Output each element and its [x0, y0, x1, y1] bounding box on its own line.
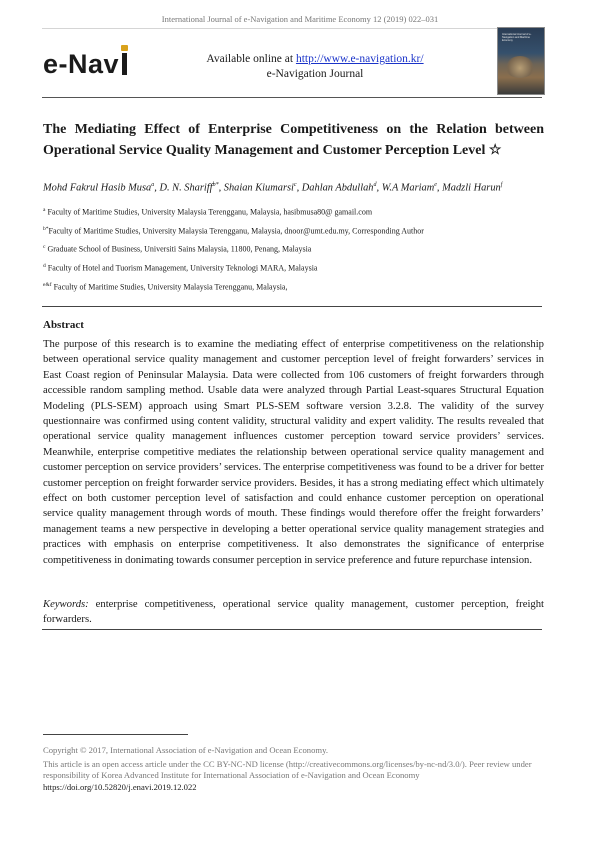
affiliation-list: [43, 205, 548, 298]
header-divider: [42, 97, 542, 98]
affiliation-item: [43, 205, 548, 224]
affiliation-item: [43, 224, 548, 243]
availability-notice: [150, 52, 480, 82]
keywords-label: Keywords:: [43, 599, 89, 610]
affiliation-mark: c: [43, 244, 46, 251]
affiliation-text: Faculty of Hotel and Tuorism Management, University Teknologi MARA, Malaysia: [45, 263, 318, 273]
affiliation-item: [43, 261, 548, 280]
logo-i-mark: [122, 53, 127, 75]
logo-text: e-Nav: [43, 49, 120, 79]
affiliation-text: Faculty of Maritime Studies, University Malaysia Terengganu, Malaysia, hasibmusa80@ gamail.com: [45, 207, 373, 217]
cover-photo: [505, 56, 535, 78]
author-separator: ,: [218, 182, 224, 194]
copyright-notice: Copyright © 2017, International Association of e-Navigation and Ocean Economy.: [43, 745, 328, 755]
affiliation-text: Graduate School of Business, Universiti Sains Malaysia, 11800, Penang, Malaysia: [45, 245, 312, 255]
paper-title-text: The Mediating Effect of Enterprise Competitiveness on the Relation between Operational Service Quality Management and Customer Perception Level: [43, 122, 544, 158]
affiliation-mark: a: [43, 207, 46, 213]
author-affiliation-mark: f: [500, 182, 503, 188]
author-separator: ,: [436, 182, 443, 194]
abstract-body: The purpose of this research is to examine the mediating effect of enterprise competitiveness on the relationship between operational service quality management and customer perception level of freight forwarders’ services in East Coast region of Peninsular Malaysia. Data were collected from 106 customers of freight forwarders through accessible random sampling method. Usable data were analyzed through Partial Least-squares Structural Equation Modeling (PLS-SEM) approach using Smart PLS-SEM software version 3.2.8. The validity of the survey questionnaire was confirmed using content validity, structural validity and expert validity. The results revealed that operational service quality management influences customer perception toward service providers’ services. Meanwhile, enterprise competitive mediates the relationship between operational service quality management and customer perception on service providers’ services. The enterprise competitiveness was found to be a driver for better customer perception on freight forwarder service providers. Besides, it has a strong mediating effect which ultimately effect on both customer perception level of satisfaction and could enhance customer perception on operational service quality management through words of mouth. These findings would therefore offer the freight forwarders’ management teams a new perspective in developing a better operational service quality management strategies and practices with emphasis on enterprise competitiveness. It also demonstrates the significance of enterprise competitiveness in donimating towards consumer perception in service preference and future repurchase intension.: [43, 339, 544, 566]
keywords: [43, 597, 544, 628]
abstract-heading: Abstract: [43, 319, 84, 331]
abstract-top-rule: [42, 306, 542, 307]
journal-cover-image: [497, 27, 545, 95]
page-footer: [43, 745, 553, 793]
author-name: Mohd Fakrul Hasib Musa: [43, 182, 152, 194]
author-list: [43, 182, 548, 193]
affiliation-mark: d: [43, 263, 46, 270]
keywords-text: enterprise competitiveness, operational service quality management, customer perception, freight forwarders.: [43, 599, 544, 626]
author-name: D. N. Shariff: [159, 182, 213, 194]
license-notice: This article is an open access article under the CC BY-NC-ND license (http://creativecommons.org/licenses/by-nc-nd/3.0/). Peer review under responsibility of Korea Advanced Institute for International Association of e-Navigation and Ocean Economy: [43, 759, 532, 780]
affiliation-item: [43, 280, 548, 299]
author-name: Dahlan Abdullah: [301, 182, 374, 194]
author-name: Madzli Harun: [442, 182, 501, 194]
footnote-rule: [43, 734, 188, 735]
author-separator: ,: [154, 182, 160, 194]
author-separator: ,: [376, 182, 382, 194]
running-header-rule: [42, 28, 542, 29]
author-affiliation-mark: d: [373, 182, 377, 188]
paper-title: [43, 119, 544, 161]
running-header: International Journal of e-Navigation and Maritime Economy 12 (2019) 022–031: [161, 14, 439, 24]
journal-name: e-Navigation Journal: [266, 68, 364, 80]
journal-logo: [43, 44, 127, 80]
affiliation-mark: e&f: [43, 281, 52, 288]
doi-link[interactable]: https://doi.org/10.52820/j.enavi.2019.12.022: [43, 782, 197, 792]
affiliation-text: Faculty of Maritime Studies, University Malaysia Terengganu, Malaysia, dnoor@umt.edu.my, Corresponding Author: [48, 226, 424, 236]
availability-prefix: Available online at: [206, 53, 294, 65]
author-separator: ,: [296, 182, 302, 194]
title-footnote-mark: ☆: [488, 143, 502, 158]
author-name: W.A Mariam: [381, 182, 435, 194]
author-affiliation-mark: e: [434, 182, 437, 188]
affiliation-mark: b*: [43, 225, 49, 232]
journal-url-link[interactable]: http://www.e-navigation.kr/: [295, 53, 424, 65]
affiliation-item: [43, 242, 548, 261]
author-affiliation-mark: a: [151, 182, 155, 188]
author-name: Shaian Kiumarsi: [223, 182, 294, 194]
affiliation-text: Faculty of Maritime Studies, University Malaysia Terengganu, Malaysia,: [51, 282, 288, 292]
abstract-bottom-rule: [42, 629, 542, 630]
cover-title: International Journal of e-Navigation and Maritime Economy: [502, 33, 532, 43]
author-affiliation-mark: b*: [212, 182, 219, 188]
author-affiliation-mark: c: [293, 182, 297, 188]
